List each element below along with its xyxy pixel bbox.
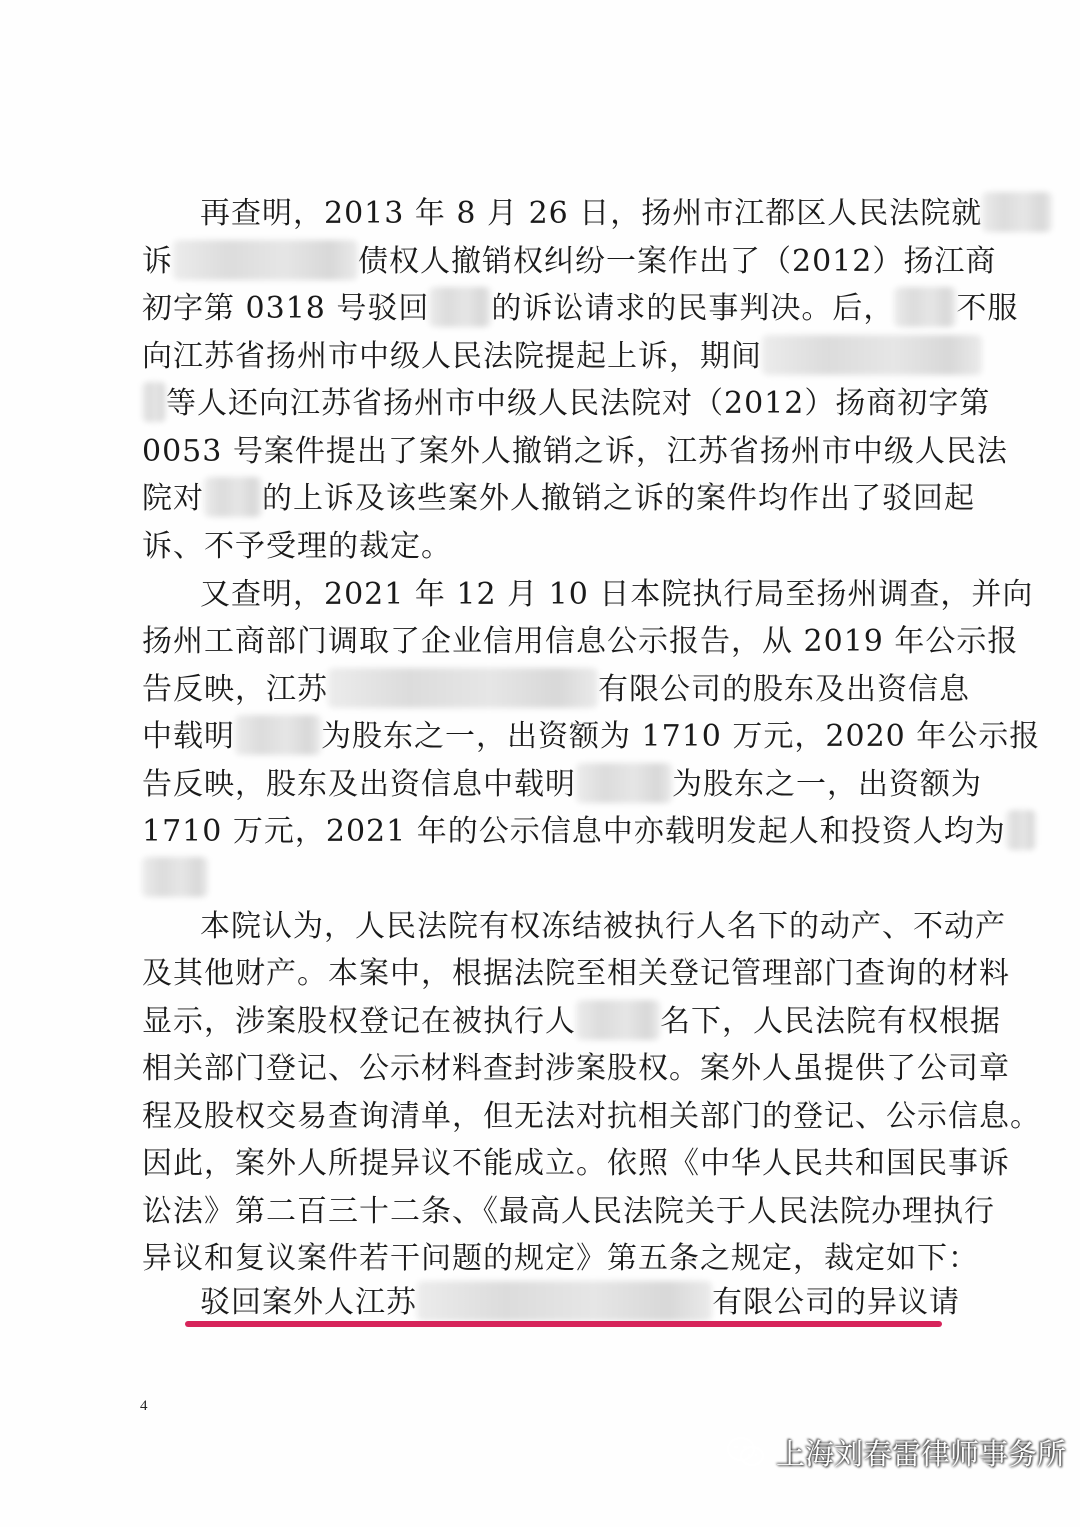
redaction-block — [417, 1281, 712, 1321]
redaction-block — [576, 1000, 660, 1040]
redaction-block — [1006, 810, 1036, 850]
redaction-block — [894, 287, 956, 327]
text-line — [142, 1140, 1010, 1188]
text-segment: 为股东之一，出资额为 1710 万元，2020 年公示报 — [321, 719, 1041, 754]
redaction-block — [982, 192, 1052, 232]
text-segment: 院对 — [142, 481, 204, 516]
text-segment: 因此，案外人所提异议不能成立。依照《中华人民共和国民事诉 — [142, 1146, 1010, 1181]
text-segment: 中载明 — [142, 719, 235, 754]
text-line — [142, 1045, 1010, 1093]
redaction-block — [429, 287, 491, 327]
text-segment: 本院认为，人民法院有权冻结被执行人名下的动产、不动产 — [200, 909, 1006, 944]
text-segment: 异议和复议案件若干问题的规定》第五条之规定，裁定如下： — [142, 1241, 979, 1276]
text-segment: 等人还向江苏省扬州市中级人民法院对（2012）扬商初字第 — [166, 386, 991, 421]
text-line — [142, 761, 982, 809]
text-segment: 不服 — [956, 291, 1019, 326]
text-line — [142, 855, 208, 903]
redaction-block — [173, 240, 358, 280]
text-line — [142, 475, 975, 523]
text-segment: 讼法》第二百三十二条、《最高人民法院关于人民法院办理执行 — [142, 1194, 995, 1229]
text-line — [142, 998, 1001, 1046]
text-segment: 告反映，股东及出资信息中载明 — [142, 767, 576, 802]
text-line — [142, 713, 1040, 761]
text-segment: 0053 号案件提出了案外人撤销之诉，江苏省扬州市中级人民法 — [142, 434, 1008, 469]
text-line — [200, 903, 1006, 951]
text-line — [142, 950, 1010, 998]
text-segment: 及其他财产。本案中，根据法院至相关登记管理部门查询的材料 — [142, 956, 1010, 991]
text-line — [142, 618, 1018, 666]
text-segment: 再查明，2013 年 8 月 26 日，扬州市江都区人民法院就 — [200, 196, 983, 231]
text-segment: 显示，涉案股权登记在被执行人 — [142, 1004, 576, 1039]
text-segment: 诉、不予受理的裁定。 — [142, 529, 452, 564]
text-segment: 初字第 0318 号驳回 — [142, 291, 430, 326]
text-segment: 1710 万元，2021 年的公示信息中亦载明发起人和投资人均为 — [142, 814, 1006, 849]
text-segment: 向江苏省扬州市中级人民法院提起上诉，期间 — [142, 339, 762, 374]
text-line — [142, 428, 1008, 476]
text-segment: 驳回案外人江苏 — [200, 1285, 417, 1320]
text-segment: 相关部门登记、公示材料查封涉案股权。案外人虽提供了公司章 — [142, 1051, 1010, 1086]
redaction-block — [142, 857, 208, 897]
text-line — [142, 1188, 995, 1236]
text-segment: 告反映，江苏 — [142, 672, 328, 707]
redaction-block — [142, 382, 166, 422]
text-segment: 扬州工商部门调取了企业信用信息公示报告，从 2019 年公示报 — [142, 624, 1019, 659]
redaction-block — [235, 715, 321, 755]
text-line — [142, 238, 996, 286]
text-line — [142, 285, 1018, 333]
text-line — [142, 380, 990, 428]
text-line — [142, 1235, 979, 1283]
text-segment: 名下，人民法院有权根据 — [660, 1004, 1001, 1039]
text-line — [142, 808, 1036, 856]
text-segment: 的诉讼请求的民事判决。后， — [491, 291, 895, 326]
text-line — [142, 333, 982, 381]
text-segment: 有限公司的异议请 — [712, 1285, 960, 1320]
text-line — [142, 523, 452, 571]
text-line — [200, 571, 1033, 619]
text-line — [142, 1093, 1041, 1141]
wechat-icon — [726, 1435, 766, 1469]
text-segment: 债权人撤销权纠纷一案作出了（2012）扬江商 — [358, 244, 997, 279]
law-firm-name: 上海刘春雷律师事务所 — [776, 1436, 1067, 1471]
highlighted-ruling-line — [200, 1279, 960, 1327]
text-segment: 又查明，2021 年 12 月 10 日本院执行局至扬州调查，并向 — [200, 577, 1034, 612]
wechat-watermark — [726, 1428, 1066, 1476]
text-line — [142, 666, 970, 714]
text-segment: 有限公司的股东及出资信息 — [598, 672, 970, 707]
red-underline-highlight — [185, 1321, 942, 1327]
redaction-block — [762, 335, 982, 375]
redaction-block — [204, 477, 262, 517]
text-segment: 为股东之一，出资额为 — [672, 767, 982, 802]
text-line — [200, 190, 1052, 238]
text-segment: 程及股权交易查询清单，但无法对抗相关部门的登记、公示信息。 — [142, 1099, 1041, 1134]
redaction-block — [328, 668, 598, 708]
text-segment: 诉 — [142, 244, 173, 279]
text-segment: 的上诉及该些案外人撤销之诉的案件均作出了驳回起 — [262, 481, 975, 516]
page-number: 4 — [140, 1398, 148, 1414]
redaction-block — [576, 763, 672, 803]
